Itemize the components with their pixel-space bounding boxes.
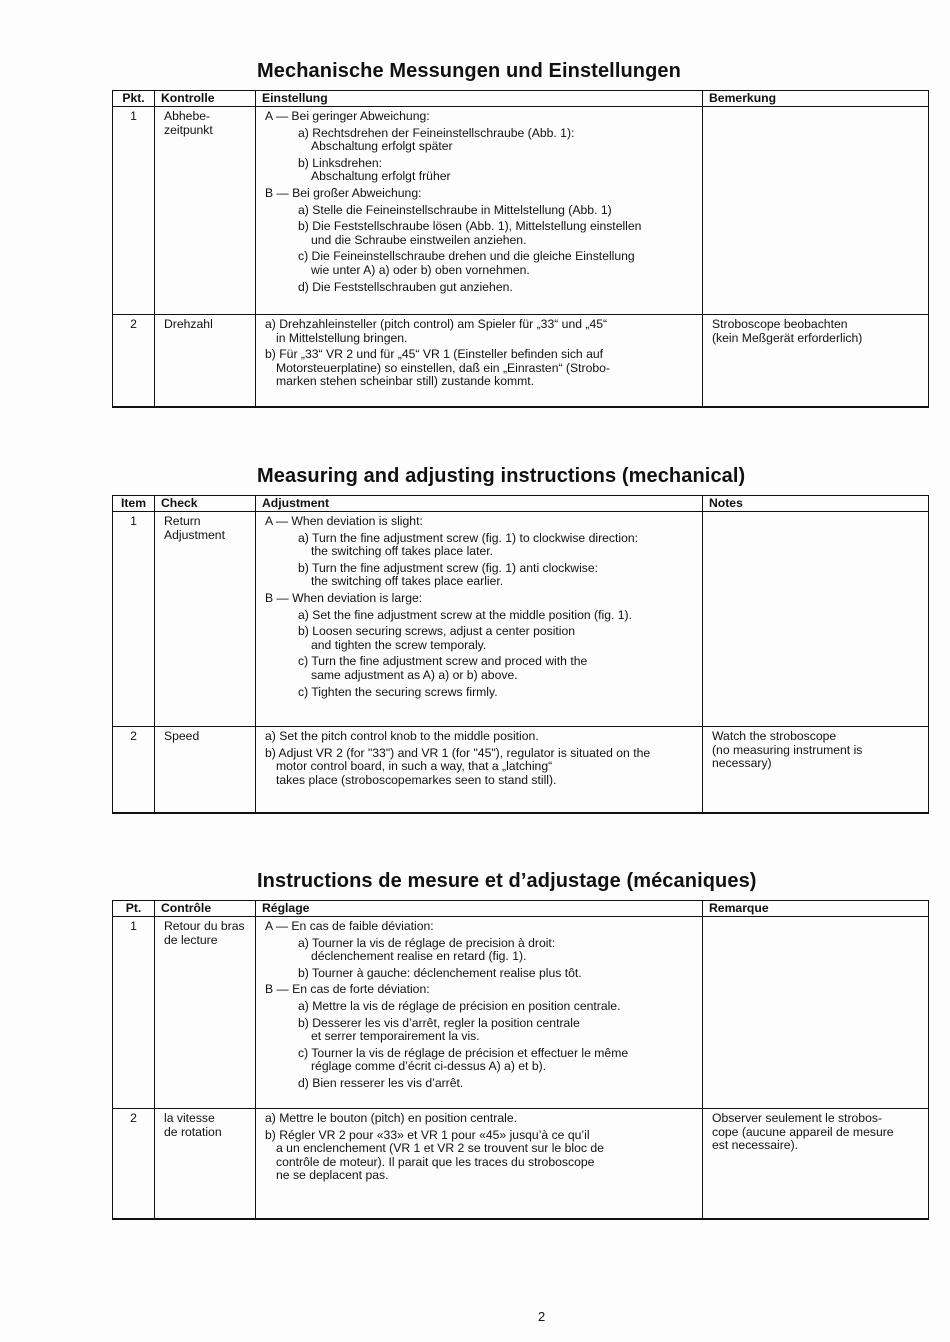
- check-label: de lecture: [164, 932, 218, 947]
- column-header: Item: [113, 496, 155, 512]
- instruction-line: motor control board, in such a way, that a „latching“: [276, 759, 553, 774]
- check-label: Adjustment: [164, 527, 225, 542]
- check-cell: [155, 107, 256, 315]
- table-row: [113, 512, 929, 727]
- check-label: Drehzahl: [164, 317, 213, 331]
- spacer: [265, 699, 696, 702]
- case-heading: B — Bei großer Abweichung:: [265, 185, 422, 200]
- check-cell: [155, 1109, 256, 1219]
- column-header: Pkt.: [113, 91, 155, 107]
- instruction-line: a) Stelle die Feineinstellschraube in Mittelstellung (Abb. 1): [298, 202, 612, 217]
- page-number: 2: [538, 1309, 546, 1324]
- check-label: Return: [164, 514, 201, 528]
- instruction-line: a) Rechtsdrehen der Feineinstellschraube (Abb. 1):: [298, 125, 575, 140]
- german-title: Mechanische Messungen und Einstellungen: [257, 60, 681, 82]
- check-cell: [155, 315, 256, 407]
- notes-cell: [703, 727, 929, 813]
- table-row: [113, 1109, 929, 1219]
- check-cell: [155, 917, 256, 1109]
- item-number: 2: [113, 727, 155, 813]
- adjustment-cell: [256, 107, 703, 315]
- instruction-line: a) Set the fine adjustment screw at the middle position (fig. 1).: [298, 607, 632, 622]
- table-row: [113, 107, 929, 315]
- check-cell: [155, 512, 256, 727]
- note-line: (no measuring instrument is: [712, 742, 863, 757]
- instruction-line: b) Adjust VR 2 (for "33") and VR 1 (for "45"), regulator is situated on the: [265, 745, 651, 760]
- instruction-line: c) Tighten the securing screws firmly.: [298, 684, 498, 699]
- note-line: Watch the stroboscope: [712, 729, 837, 743]
- instruction-line: b) Linksdrehen:: [298, 155, 383, 170]
- note-line: est necessaire).: [712, 1138, 799, 1153]
- note-line: cope (aucune appareil de mesure: [712, 1124, 894, 1139]
- german-table: [112, 90, 929, 408]
- instruction-line: the switching off takes place earlier.: [311, 574, 504, 589]
- adjustment-cell: [256, 1109, 703, 1219]
- column-header: Remarque: [703, 901, 929, 917]
- check-label: Speed: [164, 729, 200, 743]
- check-label: de rotation: [164, 1124, 222, 1139]
- instruction-line: c) Tourner la vis de réglage de précision et effectuer le même: [298, 1045, 629, 1060]
- english-table: [112, 495, 929, 814]
- notes-cell: [703, 1109, 929, 1219]
- table-row: [113, 727, 929, 813]
- instruction-line: b) Tourner à gauche: déclenchement realise plus tôt.: [298, 965, 582, 980]
- table-row: [113, 917, 929, 1109]
- adjustment-cell: [256, 315, 703, 407]
- spacer: [265, 1183, 696, 1186]
- check-label: la vitesse: [164, 1111, 215, 1125]
- instruction-line: a) Turn the fine adjustment screw (fig. 1) to clockwise direction:: [298, 530, 639, 545]
- instruction-line: ne se deplacent pas.: [276, 1168, 389, 1183]
- check-label: Abhebe-: [164, 109, 211, 123]
- instruction-line: Abschaltung erfolgt früher: [311, 169, 451, 184]
- item-number: 1: [113, 917, 155, 1109]
- instruction-line: same adjustment as A) a) or b) above.: [311, 667, 518, 682]
- instruction-line: contrôle de moteur). Il parait que les traces du stroboscope: [276, 1154, 595, 1169]
- instruction-line: b) Für „33“ VR 2 und für „45“ VR 1 (Einsteller befinden sich auf: [265, 347, 604, 362]
- instruction-line: c) Turn the fine adjustment screw and proced with the: [298, 654, 588, 669]
- case-heading: A — Bei geringer Abweichung:: [265, 109, 430, 123]
- instruction-line: b) Loosen securing screws, adjust a center position: [298, 624, 576, 639]
- instruction-line: marken stehen scheinbar still) zustande kommt.: [276, 374, 535, 389]
- note-line: necessary): [712, 756, 772, 771]
- item-number: 2: [113, 315, 155, 407]
- french-title: Instructions de mesure et d’adjustage (mécaniques): [257, 870, 757, 892]
- instruction-line: a) Set the pitch control knob to the middle position.: [265, 729, 539, 743]
- adjustment-cell: [256, 512, 703, 727]
- column-header: Adjustment: [256, 496, 703, 512]
- instruction-line: wie unter A) a) oder b) oben vornehmen.: [311, 262, 530, 277]
- column-header: Check: [155, 496, 256, 512]
- spacer: [265, 294, 696, 297]
- column-header: Pt.: [113, 901, 155, 917]
- instruction-line: und die Schraube einstweilen anziehen.: [311, 232, 527, 247]
- notes-cell: [703, 107, 929, 315]
- note-line: Stroboscope beobachten: [712, 317, 848, 331]
- spacer: [265, 1091, 696, 1094]
- adjustment-cell: [256, 727, 703, 813]
- table-row: [113, 315, 929, 407]
- instruction-line: takes place (stroboscopemarkes seen to stand still).: [276, 772, 557, 787]
- instruction-line: et serrer temporairement la vis.: [311, 1029, 480, 1044]
- check-cell: [155, 727, 256, 813]
- item-number: 1: [113, 512, 155, 727]
- column-header: Bemerkung: [703, 91, 929, 107]
- column-header: Kontrolle: [155, 91, 256, 107]
- french-table: [112, 900, 929, 1220]
- instruction-line: b) Turn the fine adjustment screw (fig. 1) anti clockwise:: [298, 560, 599, 575]
- instruction-line: déclenchement realise en retard (fig. 1).: [311, 949, 527, 964]
- instruction-line: a) Drehzahleinsteller (pitch control) am Spieler für „33“ und „45“: [265, 317, 608, 331]
- instruction-line: réglage comme d’écrit ci-dessus A) a) et b).: [311, 1059, 547, 1074]
- instruction-line: a) Mettre la vis de réglage de précision en position centrale.: [298, 998, 621, 1013]
- adjustment-cell: [256, 917, 703, 1109]
- instruction-line: Abschaltung erfolgt später: [311, 139, 453, 154]
- check-label: zeitpunkt: [164, 122, 213, 137]
- note-line: (kein Meßgerät erforderlich): [712, 330, 863, 345]
- column-header: Contrôle: [155, 901, 256, 917]
- spacer: [265, 389, 696, 392]
- case-heading: B — When deviation is large:: [265, 590, 423, 605]
- instruction-line: d) Die Feststellschrauben gut anziehen.: [298, 279, 513, 294]
- english-title: Measuring and adjusting instructions (mechanical): [257, 465, 746, 487]
- column-header: Réglage: [256, 901, 703, 917]
- notes-cell: [703, 512, 929, 727]
- instruction-line: a un enclenchement (VR 1 et VR 2 se trouvent sur le bloc de: [276, 1141, 604, 1156]
- case-heading: A — When deviation is slight:: [265, 514, 423, 528]
- instruction-line: a) Mettre le bouton (pitch) en position centrale.: [265, 1111, 518, 1125]
- instruction-line: b) Die Feststellschraube lösen (Abb. 1), Mittelstellung einstellen: [298, 219, 642, 234]
- column-header: Notes: [703, 496, 929, 512]
- notes-cell: [703, 315, 929, 407]
- note-line: Observer seulement le strobos-: [712, 1111, 883, 1125]
- check-label: Retour du bras: [164, 919, 245, 933]
- instruction-line: c) Die Feineinstellschraube drehen und die gleiche Einstellung: [298, 249, 635, 264]
- instruction-line: b) Régler VR 2 pour «33» et VR 1 pour «45» jusqu’à ce qu’il: [265, 1127, 590, 1142]
- case-heading: A — En cas de faible déviation:: [265, 919, 434, 933]
- item-number: 1: [113, 107, 155, 315]
- instruction-line: in Mittelstellung bringen.: [276, 330, 408, 345]
- instruction-line: a) Tourner la vis de réglage de precision à droit:: [298, 935, 556, 950]
- instruction-line: b) Desserer les vis d’arrêt, regler la position centrale: [298, 1015, 580, 1030]
- instruction-line: Motorsteuerplatine) so einstellen, daß ein „Einrasten“ (Strobo-: [276, 360, 610, 375]
- column-header: Einstellung: [256, 91, 703, 107]
- instruction-line: the switching off takes place later.: [311, 544, 494, 559]
- notes-cell: [703, 917, 929, 1109]
- item-number: 2: [113, 1109, 155, 1219]
- case-heading: B — En cas de forte déviation:: [265, 982, 430, 997]
- instruction-line: and tighten the screw temporaly.: [311, 637, 487, 652]
- spacer: [265, 787, 696, 790]
- instruction-line: d) Bien resserer les vis d’arrêt.: [298, 1075, 464, 1090]
